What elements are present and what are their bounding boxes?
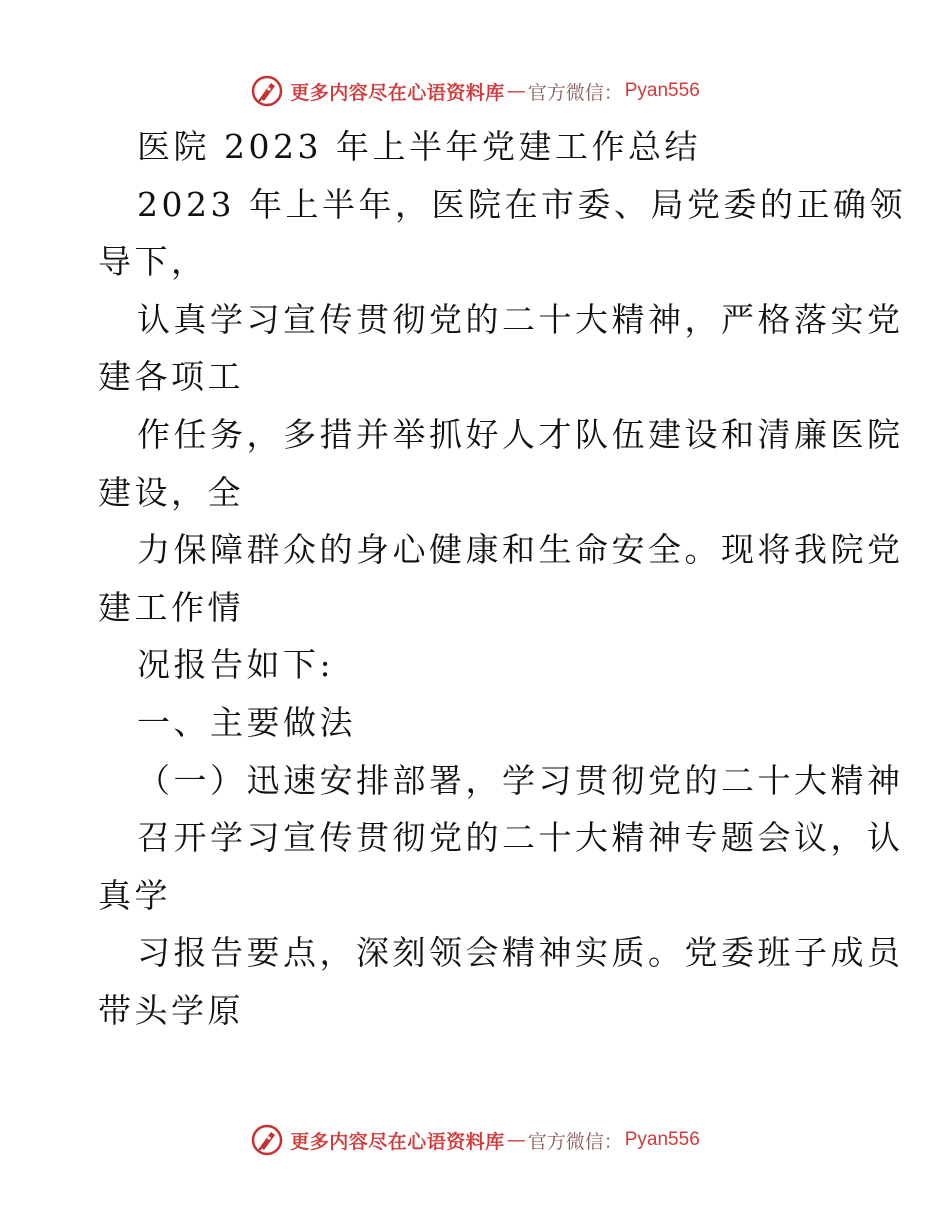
header-watermark (0, 71, 950, 111)
document-body (98, 118, 906, 1040)
watermark-site-name: 更多内容尽在心语资料库 (290, 1130, 505, 1153)
text-line: 2023 年上半年，医院在市委、局党委的正确领 (137, 184, 906, 224)
watermark-wechat-label: 官方微信： (527, 1130, 623, 1153)
text-line: （一）迅速安排部署，学习贯彻党的二十大精神 (137, 760, 904, 800)
watermark-wechat-label: 官方微信： (527, 81, 623, 104)
watermark-dash: — (506, 80, 526, 102)
text-line: 认真学习宣传贯彻党的二十大精神，严格落实党 (137, 299, 904, 339)
watermark-wechat-id: Pyan556 (624, 80, 700, 101)
text-line: 建工作情 (98, 587, 244, 627)
watermark-site-name: 更多内容尽在心语资料库 (290, 81, 505, 104)
text-line: 一、主要做法 (137, 702, 356, 742)
text-line: 召开学习宣传贯彻党的二十大精神专题会议，认 (137, 818, 904, 858)
text-line: 况报告如下: (137, 645, 335, 685)
text-line: 带头学原 (98, 990, 244, 1030)
fountain-pen-logo-icon (250, 74, 284, 108)
text-line: 导下， (98, 242, 208, 282)
watermark-wechat-id: Pyan556 (624, 1129, 700, 1150)
fountain-pen-logo-icon (250, 1123, 284, 1157)
text-line: 作任务，多措并举抓好人才队伍建设和清廉医院 (137, 414, 904, 454)
watermark-dash: — (506, 1129, 526, 1151)
text-line: 真学 (98, 875, 171, 915)
text-line: 习报告要点，深刻领会精神实质。党委班子成员 (137, 933, 904, 973)
document-title: 医院 2023 年上半年党建工作总结 (137, 127, 701, 166)
text-line: 力保障群众的身心健康和生命安全。现将我院党 (137, 530, 904, 570)
footer-watermark (0, 1120, 950, 1160)
text-line: 建设，全 (98, 472, 244, 512)
text-line: 建各项工 (98, 357, 244, 397)
